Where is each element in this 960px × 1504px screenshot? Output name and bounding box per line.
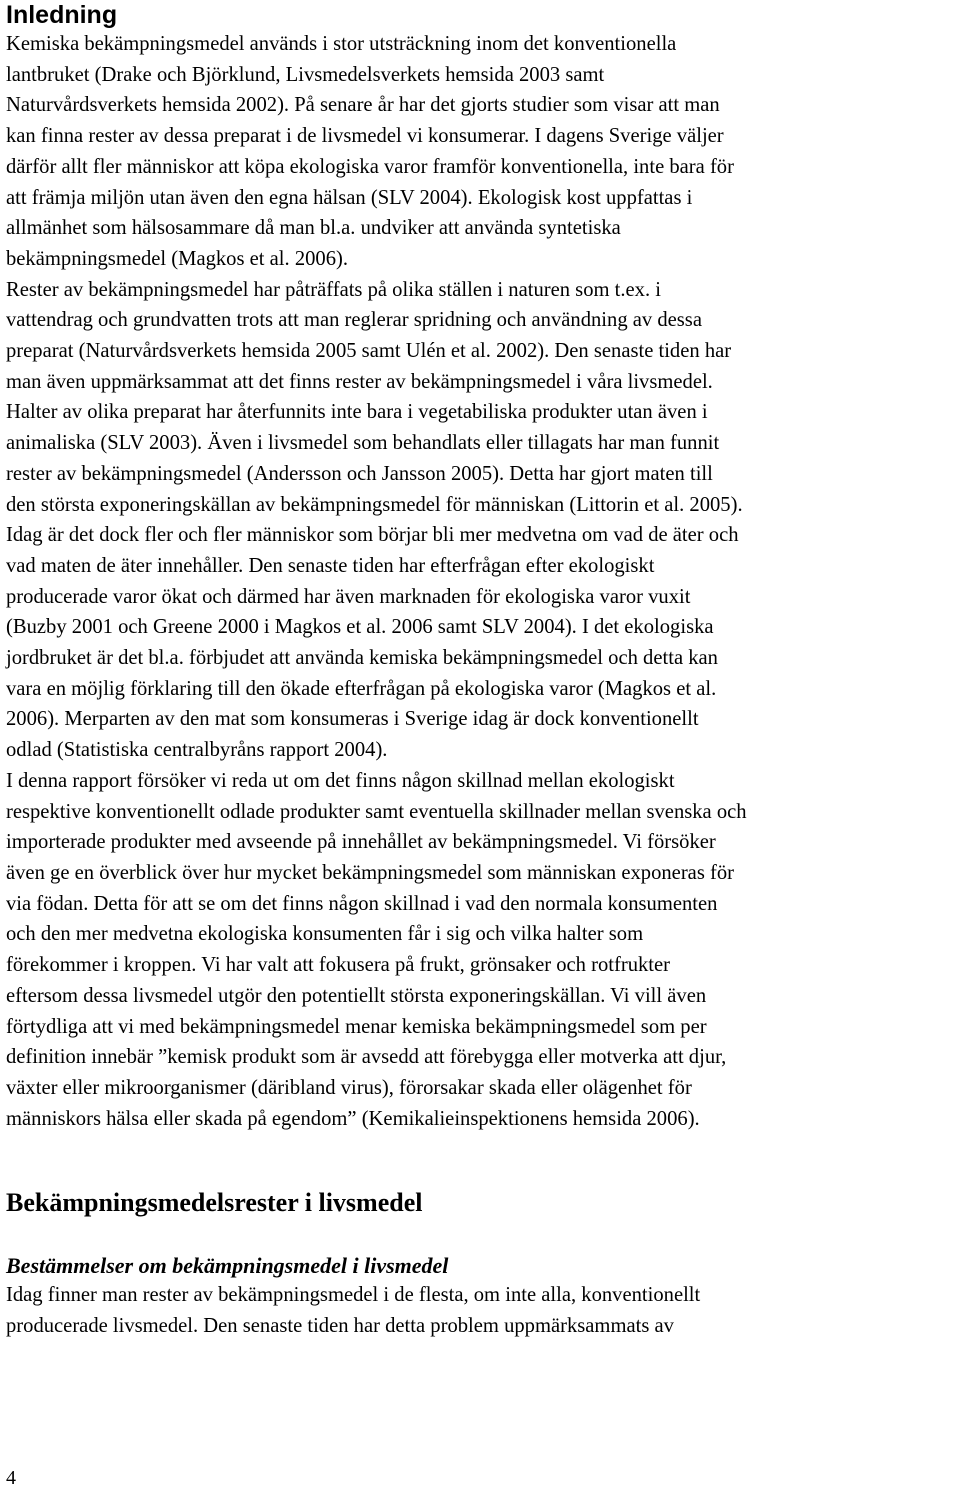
text-line: bekämpningsmedel (Magkos et al. 2006).	[6, 247, 349, 270]
text-line: definition innebär ”kemisk produkt som är avsedd att förebygga eller motverka att djur,	[6, 1046, 727, 1069]
text-line: lantbruket (Drake och Björklund, Livsmedelsverkets hemsida 2003 samt	[6, 63, 605, 86]
text-line: Kemiska bekämpningsmedel används i stor utsträckning inom det konventionella	[6, 33, 677, 55]
text-line: Idag är det dock fler och fler människor som börjar bli mer medvetna om vad de äter och	[6, 524, 739, 547]
text-line: Naturvårdsverkets hemsida 2002). På senare år har det gjorts studier som visar att man	[6, 94, 720, 117]
page-number: 4	[6, 1467, 16, 1489]
text-line: eftersom dessa livsmedel utgör den potentiellt största exponeringskällan. Vi vill även	[6, 984, 707, 1007]
text-line: människors hälsa eller skada på egendom” (Kemikalieinspektionens hemsida 2006).	[6, 1107, 700, 1130]
document-page	[6, 0, 952, 1342]
text-line: vattendrag och grundvatten trots att man reglerar spridning och användning av dessa	[6, 309, 702, 332]
text-line: Idag finner man rester av bekämpningsmedel i de flesta, om inte alla, konventionellt	[6, 1284, 701, 1307]
text-line: vara en möjlig förklaring till den ökade efterfrågan på ekologiska varor (Magkos et al.	[6, 677, 717, 700]
text-line: jordbruket är det bl.a. förbjudet att använda kemiska bekämpningsmedel och detta kan	[6, 647, 718, 670]
paragraph-1	[6, 29, 952, 275]
subsubsection-heading: Bestämmelser om bekämpningsmedel i livsmedel	[6, 1253, 449, 1279]
text-line: Halter av olika preparat har återfunnits inte bara i vegetabiliska produkter utan även i	[6, 401, 708, 424]
text-line: (Buzby 2001 och Greene 2000 i Magkos et al. 2006 samt SLV 2004). I det ekologiska	[6, 616, 714, 639]
text-line: den största exponeringskällan av bekämpningsmedel för människan (Littorin et al. 2005).	[6, 493, 743, 516]
text-line: Rester av bekämpningsmedel har påträffats på olika ställen i naturen som t.ex. i	[6, 278, 661, 301]
text-line: respektive konventionellt odlade produkter samt eventuella skillnader mellan svenska och	[6, 800, 747, 823]
paragraph-4	[6, 1280, 952, 1341]
section-heading: Inledning	[6, 1, 118, 29]
text-line: via födan. Detta för att se om det finns någon skillnad i vad den normala konsumenten	[6, 892, 718, 915]
text-line: importerade produkter med avseende på innehållet av bekämpningsmedel. Vi försöker	[6, 831, 716, 854]
text-line: även ge en överblick över hur mycket bekämpningsmedel som människan exponeras för	[6, 861, 734, 884]
text-line: allmänhet som hälsosammare då man bl.a. undviker att använda syntetiska	[6, 217, 621, 240]
text-line: I denna rapport försöker vi reda ut om det finns någon skillnad mellan ekologiskt	[6, 769, 675, 792]
text-line: att främja miljön utan även den egna hälsan (SLV 2004). Ekologisk kost uppfattas i	[6, 186, 693, 209]
text-line: växter eller mikroorganismer (däribland virus), förorsakar skada eller olägenhet för	[6, 1076, 692, 1099]
text-line: och den mer medvetna ekologiska konsumenten får i sig och vilka halter som	[6, 923, 644, 946]
text-line: animaliska (SLV 2003). Även i livsmedel som behandlats eller tillagats har man funnit	[6, 432, 720, 455]
text-line: man även uppmärksammat att det finns rester av bekämpningsmedel i våra livsmedel.	[6, 370, 713, 393]
text-line: vad maten de äter innehåller. Den senaste tiden har efterfrågan efter ekologiskt	[6, 554, 655, 577]
subsection-heading: Bekämpningsmedelsrester i livsmedel	[6, 1188, 423, 1218]
text-line: producerade livsmedel. Den senaste tiden har detta problem uppmärksammats av	[6, 1315, 674, 1338]
paragraph-2	[6, 275, 952, 766]
text-line: därför allt fler människor att köpa ekologiska varor framför konventionella, inte bara för	[6, 155, 734, 178]
text-line: kan finna rester av dessa preparat i de livsmedel vi konsumerar. I dagens Sverige väljer	[6, 125, 724, 148]
text-line: preparat (Naturvårdsverkets hemsida 2005 samt Ulén et al. 2002). Den senaste tiden har	[6, 340, 732, 363]
text-line: förekommer i kroppen. Vi har valt att fokusera på frukt, grönsaker och rotfrukter	[6, 954, 671, 977]
paragraph-3	[6, 766, 952, 1134]
text-line: producerade varor ökat och därmed har även marknaden för ekologiska varor vuxit	[6, 585, 691, 608]
text-line: 2006). Merparten av den mat som konsumeras i Sverige idag är dock konventionellt	[6, 708, 699, 731]
text-line: förtydliga att vi med bekämpningsmedel menar kemiska bekämpningsmedel som per	[6, 1015, 707, 1038]
text-line: rester av bekämpningsmedel (Andersson och Jansson 2005). Detta har gjort maten till	[6, 462, 713, 485]
text-line: odlad (Statistiska centralbyråns rapport 2004).	[6, 739, 388, 762]
